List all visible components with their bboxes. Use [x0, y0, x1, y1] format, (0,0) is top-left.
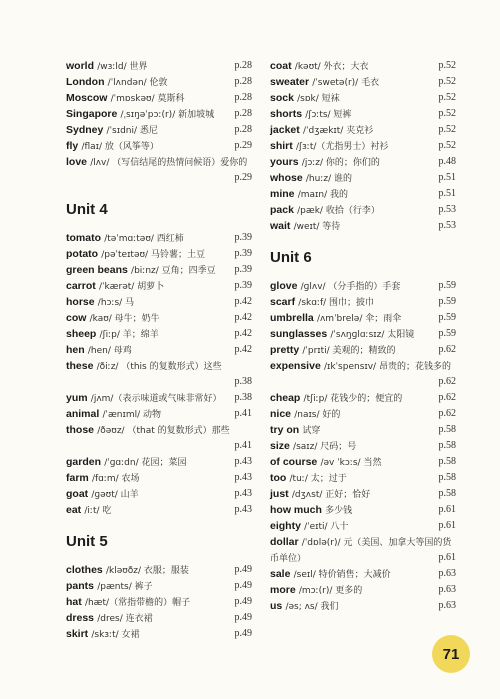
page-reference: p.51	[438, 172, 456, 183]
vocab-entry	[66, 122, 252, 138]
vocab-translation: /ˈkærət/ 胡萝卜	[98, 282, 165, 292]
page-reference: p.51	[438, 188, 456, 199]
vocab-translation: /wɜːld/ 世界	[97, 62, 148, 72]
vocab-translation: /ˈɡɑːdn/ 花园；菜园	[104, 458, 187, 468]
vocab-translation: /flaɪ/ 放（风筝等）	[81, 142, 159, 152]
vocab-word: wait	[270, 220, 291, 232]
vocab-word: those	[66, 424, 95, 436]
vocab-translation: /ˈænɪml/ 动物	[102, 410, 162, 420]
vocab-translation: 多少钱	[325, 506, 353, 516]
vocab-entry	[270, 218, 456, 234]
section-spacer	[66, 186, 252, 200]
right-column	[270, 58, 456, 614]
vocab-translation: /skɑːf/ 围巾；披巾	[298, 298, 375, 308]
vocab-entry	[270, 106, 456, 122]
vocab-translation: /hen/ 母鸡	[87, 346, 132, 356]
vocab-translation: /weɪt/ 等待	[293, 222, 341, 232]
vocab-translation: /ˈmɒskəʊ/ 莫斯科	[110, 94, 185, 104]
vocab-word: green beans	[66, 264, 128, 276]
vocab-translation: /ˈsʌŋɡlɑːsɪz/ 太阳镜	[330, 330, 415, 340]
left-column	[66, 58, 252, 642]
page-reference: p.49	[234, 596, 252, 607]
vocab-entry	[270, 518, 456, 534]
vocab-entry	[270, 74, 456, 90]
vocab-word: scarf	[270, 296, 296, 308]
vocab-translation: /ˈeɪti/ 八十	[304, 522, 349, 532]
vocab-word: pants	[66, 580, 95, 592]
vocab-word: cow	[66, 312, 87, 324]
page-reference: p.52	[438, 92, 456, 103]
vocab-entry	[270, 342, 456, 358]
unit-heading: Unit 4	[66, 201, 108, 218]
vocab-word: us	[270, 600, 283, 612]
vocab-entry	[270, 486, 456, 502]
page-reference: p.43	[234, 488, 252, 499]
vocab-entry	[270, 90, 456, 106]
vocab-translation: /ˈdʒækɪt/ 夹克衫	[302, 126, 374, 136]
vocab-entry	[66, 294, 252, 310]
vocab-word: carrot	[66, 280, 96, 292]
vocab-entry	[270, 122, 456, 138]
vocab-word: of course	[270, 456, 318, 468]
vocab-word: goat	[66, 488, 89, 500]
page-reference: p.39	[234, 232, 252, 243]
vocab-word: eat	[66, 504, 82, 516]
vocab-translation: /təˈmɑːtəʊ/ 西红柿	[104, 234, 184, 244]
page-reference: p.52	[438, 124, 456, 135]
page-reference: p.39	[234, 280, 252, 291]
vocab-word: dress	[66, 612, 95, 624]
vocab-translation: /mɔː(r)/ 更多的	[298, 586, 363, 596]
vocab-word: yours	[270, 156, 299, 168]
vocab-translation: /jɔːz/ 你的；你们的	[301, 158, 380, 168]
page-reference: p.59	[438, 312, 456, 323]
page-reference: p.28	[234, 124, 252, 135]
page-reference: p.53	[438, 204, 456, 215]
page-reference: p.29	[234, 140, 252, 151]
vocab-word: potato	[66, 248, 99, 260]
vocab-translation: /hæt/（常指带檐的）帽子	[84, 598, 191, 608]
vocab-entry	[66, 594, 252, 610]
vocab-translation: /ʃɜːt/（尤指男士）衬衫	[295, 142, 389, 152]
page-reference: p.62	[438, 392, 456, 403]
vocab-entry	[66, 578, 252, 594]
vocab-translation: /sɒk/ 短袜	[297, 94, 340, 104]
vocab-translation: /lʌv/ （写信结尾的热情问候语）爱你的	[90, 158, 248, 168]
page-reference: p.39	[234, 248, 252, 259]
vocab-entry	[270, 534, 456, 566]
vocab-translation: /huːz/ 谁的	[305, 174, 352, 184]
vocab-translation: /pəˈteɪtəʊ/ 马铃薯；土豆	[101, 250, 205, 260]
vocab-word: how much	[270, 504, 322, 516]
vocab-entry	[270, 390, 456, 406]
page-reference: p.62	[438, 376, 456, 387]
vocab-word: yum	[66, 392, 88, 404]
vocab-entry	[66, 342, 252, 358]
vocab-entry	[270, 154, 456, 170]
page-reference: p.58	[438, 488, 456, 499]
vocab-translation: /biːnz/ 豆角；四季豆	[131, 266, 216, 276]
page-reference: p.28	[234, 108, 252, 119]
vocab-translation: /ʌmˈbrelə/ 伞；雨伞	[316, 314, 402, 324]
page-reference: p.63	[438, 568, 456, 579]
vocab-word: mine	[270, 188, 295, 200]
page-reference: p.59	[438, 328, 456, 339]
vocab-translation: 试穿	[302, 426, 321, 436]
page-reference: p.62	[438, 344, 456, 355]
vocab-entry	[66, 486, 252, 502]
vocab-entry	[66, 278, 252, 294]
vocab-translation: /kaʊ/ 母牛；奶牛	[89, 314, 160, 324]
page-reference: p.58	[438, 440, 456, 451]
vocab-entry	[66, 230, 252, 246]
vocab-word: skirt	[66, 628, 89, 640]
page-reference: p.49	[234, 628, 252, 639]
vocab-word: world	[66, 60, 94, 72]
vocab-word: Sydney	[66, 124, 104, 136]
vocab-translation: /pænts/ 裤子	[97, 582, 153, 592]
vocab-translation: /kləʊðz/ 衣服；服装	[105, 566, 189, 576]
vocab-entry	[66, 106, 252, 122]
page-reference: p.61	[438, 520, 456, 531]
vocab-translation: /kəʊt/ 外衣；大衣	[294, 62, 369, 72]
vocab-translation: /naɪs/ 好的	[294, 410, 341, 420]
vocab-entry	[66, 406, 252, 422]
vocab-word: dollar	[270, 536, 299, 548]
vocab-word: shorts	[270, 108, 303, 120]
vocab-word: horse	[66, 296, 95, 308]
page-reference: p.49	[234, 612, 252, 623]
page-reference: p.52	[438, 140, 456, 151]
page-reference: p.49	[234, 580, 252, 591]
page-reference: p.41	[234, 408, 252, 419]
vocab-word: size	[270, 440, 290, 452]
vocab-entry	[66, 58, 252, 74]
vocab-word: hen	[66, 344, 85, 356]
vocab-entry	[270, 502, 456, 518]
vocab-word: farm	[66, 472, 89, 484]
page-reference: p.52	[438, 60, 456, 71]
page-number-badge	[432, 635, 470, 673]
unit-heading: Unit 6	[270, 249, 312, 266]
vocab-word: sweater	[270, 76, 310, 88]
vocab-translation: /ˈdɒlə(r)/ 元（美国、加拿大等国的货币单位）	[270, 538, 452, 564]
vocab-word: shirt	[270, 140, 293, 152]
vocab-translation: /ʃiːp/ 羊；绵羊	[99, 330, 159, 340]
vocab-translation: /fɑːm/ 农场	[91, 474, 140, 484]
page-reference: p.52	[438, 108, 456, 119]
vocab-entry	[270, 326, 456, 342]
vocab-word: eighty	[270, 520, 301, 532]
vocab-translation: /dres/ 连衣裙	[97, 614, 153, 624]
vocab-word: these	[66, 360, 94, 372]
vocab-word: tomato	[66, 232, 101, 244]
vocab-word: garden	[66, 456, 102, 468]
page-reference: p.58	[438, 472, 456, 483]
vocab-word: jacket	[270, 124, 300, 136]
vocab-entry	[270, 202, 456, 218]
vocab-entry	[66, 470, 252, 486]
vocab-translation: /ˈprɪti/ 美观的；精致的	[302, 346, 396, 356]
vocab-word: cheap	[270, 392, 301, 404]
page-reference: p.58	[438, 424, 456, 435]
page-reference: p.43	[234, 504, 252, 515]
vocab-word: coat	[270, 60, 292, 72]
page-reference: p.52	[438, 76, 456, 87]
vocab-entry	[66, 562, 252, 578]
vocab-entry	[270, 454, 456, 470]
vocab-word: try on	[270, 424, 300, 436]
vocab-translation: /jʌm/（表示味道或气味非常好）	[90, 394, 222, 404]
vocab-word: pretty	[270, 344, 300, 356]
vocab-translation: /ʃɔːts/ 短裤	[305, 110, 352, 120]
vocab-entry	[66, 502, 252, 518]
vocab-entry	[270, 598, 456, 614]
vocab-entry	[270, 358, 456, 390]
vocab-entry	[270, 310, 456, 326]
vocab-word: umbrella	[270, 312, 314, 324]
vocab-entry	[66, 326, 252, 342]
vocab-entry	[66, 358, 252, 390]
vocab-entry	[66, 246, 252, 262]
vocab-translation: /maɪn/ 我的	[297, 190, 348, 200]
vocab-entry	[66, 454, 252, 470]
page-reference: p.28	[234, 76, 252, 87]
vocab-translation: /ðiːz/ （this 的复数形式）这些	[96, 362, 222, 372]
page-reference: p.43	[234, 472, 252, 483]
vocab-translation: /ˈsɪdni/ 悉尼	[106, 126, 158, 136]
page-reference: p.42	[234, 344, 252, 355]
vocab-translation: /tʃiːp/ 花钱少的；便宜的	[303, 394, 403, 404]
vocab-entry	[66, 390, 252, 406]
vocab-translation: /hɔːs/ 马	[97, 298, 135, 308]
vocab-word: pack	[270, 204, 294, 216]
vocab-entry	[270, 438, 456, 454]
vocab-word: whose	[270, 172, 303, 184]
vocab-translation: /saɪz/ 尺码；号	[293, 442, 357, 452]
page-reference: p.41	[234, 440, 252, 451]
vocab-translation: /əv ˈkɔːs/ 当然	[320, 458, 382, 468]
vocab-entry	[66, 154, 252, 186]
page-reference: p.53	[438, 220, 456, 231]
vocab-word: nice	[270, 408, 292, 420]
vocab-word: hat	[66, 596, 82, 608]
vocab-translation: /seɪl/ 特价销售；大减价	[293, 570, 391, 580]
page-reference: p.49	[234, 564, 252, 575]
page-reference: p.28	[234, 60, 252, 71]
page-number: 71	[442, 645, 460, 663]
page-reference: p.63	[438, 600, 456, 611]
page-reference: p.43	[234, 456, 252, 467]
vocab-word: sock	[270, 92, 294, 104]
vocab-word: fly	[66, 140, 79, 152]
vocab-entry	[66, 422, 252, 454]
vocab-word: sheep	[66, 328, 97, 340]
vocab-word: more	[270, 584, 296, 596]
page-reference: p.38	[234, 376, 252, 387]
page-reference: p.42	[234, 312, 252, 323]
page-reference: p.61	[438, 504, 456, 515]
vocab-translation: /əs; ʌs/ 我们	[285, 602, 339, 612]
vocab-entry	[270, 170, 456, 186]
vocab-entry	[270, 406, 456, 422]
page-reference: p.39	[234, 264, 252, 275]
vocab-translation: /ðəʊz/ （that 的复数形式）那些	[97, 426, 230, 436]
vocab-entry	[66, 90, 252, 106]
vocab-entry	[66, 74, 252, 90]
page-reference: p.59	[438, 296, 456, 307]
vocab-entry	[66, 262, 252, 278]
page-reference: p.63	[438, 584, 456, 595]
vocab-entry	[270, 566, 456, 582]
heading-spacer	[270, 268, 456, 278]
vocab-entry	[66, 626, 252, 642]
vocab-word: just	[270, 488, 289, 500]
page-reference: p.38	[234, 392, 252, 403]
vocab-entry	[270, 186, 456, 202]
vocab-entry	[270, 138, 456, 154]
page-reference: p.42	[234, 296, 252, 307]
vocab-entry	[270, 470, 456, 486]
vocab-word: clothes	[66, 564, 103, 576]
vocab-entry	[270, 294, 456, 310]
page-reference: p.58	[438, 456, 456, 467]
vocab-word: too	[270, 472, 287, 484]
vocab-entry	[66, 610, 252, 626]
vocab-entry	[270, 582, 456, 598]
page-reference: p.48	[438, 156, 456, 167]
page-reference: p.59	[438, 280, 456, 291]
vocab-translation: /ɪkˈspensɪv/ 昂贵的；花钱多的	[323, 362, 451, 372]
page-reference: p.42	[234, 328, 252, 339]
vocab-word: glove	[270, 280, 298, 292]
vocab-translation: /ˈswetə(r)/ 毛衣	[312, 78, 380, 88]
vocab-translation: /ˈlʌndən/ 伦敦	[107, 78, 168, 88]
vocab-translation: /pæk/ 收拾（行李）	[297, 206, 380, 216]
vocab-translation: /iːt/ 吃	[84, 506, 112, 516]
page-reference: p.61	[438, 552, 456, 563]
vocab-word: animal	[66, 408, 100, 420]
page-reference: p.28	[234, 92, 252, 103]
vocab-word: love	[66, 156, 88, 168]
vocab-entry	[270, 422, 456, 438]
vocab-word: Moscow	[66, 92, 108, 104]
unit-heading: Unit 5	[66, 533, 108, 550]
page-reference: p.62	[438, 408, 456, 419]
vocab-word: sunglasses	[270, 328, 328, 340]
vocab-translation: /ɡəʊt/ 山羊	[91, 490, 139, 500]
vocab-entry	[270, 58, 456, 74]
section-spacer	[66, 518, 252, 532]
vocab-translation: /skɜːt/ 女裙	[91, 630, 140, 640]
page-reference: p.29	[234, 172, 252, 183]
vocab-translation: /tuː/ 太；过于	[289, 474, 347, 484]
vocab-word: sale	[270, 568, 291, 580]
vocab-word: Singapore	[66, 108, 118, 120]
vocab-entry	[270, 278, 456, 294]
heading-spacer	[66, 220, 252, 230]
vocab-translation: /dʒʌst/ 正好；恰好	[291, 490, 371, 500]
heading-spacer	[66, 552, 252, 562]
vocab-translation: /ˌsɪŋəˈpɔː(r)/ 新加坡城	[120, 110, 215, 120]
section-spacer	[270, 234, 456, 248]
vocab-entry	[66, 310, 252, 326]
vocab-translation: /ɡlʌv/ （分手指的）手套	[300, 282, 401, 292]
vocab-word: London	[66, 76, 105, 88]
vocab-entry	[66, 138, 252, 154]
vocab-word: expensive	[270, 360, 321, 372]
